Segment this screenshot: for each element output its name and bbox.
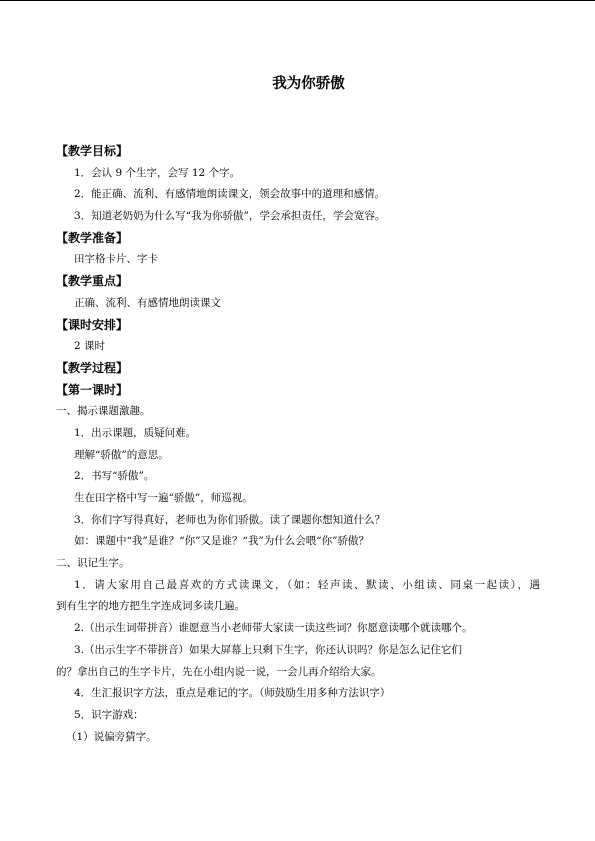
section-heading-objectives: 【教学目标】 (56, 144, 129, 158)
paragraph-line: 的？拿出自己的生字卡片，先在小组内说一说，一会儿再介绍给大家。 (56, 665, 382, 678)
paragraph-line: 1．出示课题，质疑问难。 (74, 426, 197, 439)
paragraph-line: 生在田字格中写一遍“骄傲”，师巡视。 (74, 492, 253, 504)
paragraph-line: 2.（出示生词带拼音）谁愿意当小老师带大家读一读这些词？你愿意读哪个就读哪个。 (74, 622, 473, 635)
paragraph-line: 一、揭示课题激趣。 (56, 405, 151, 418)
paragraph-line: 3．你们字写得真好，老师也为你们骄傲。读了课题你想知道什么？ (74, 513, 386, 526)
paragraph-line: 2．能正确、流利、有感情地朗读课文，领会故事中的道理和感情。 (74, 188, 386, 201)
paragraph-line: 二、识记生字。 (56, 557, 130, 570)
paragraph-line: 1．请大家用自己最喜欢的方式读课文，（如：轻声读、默读、小组读、同桌一起读），遇 (74, 578, 540, 591)
document-body (56, 141, 540, 748)
paragraph-line: 如：课题中“我”是谁？“你”又是谁？“我”为什么会喂“你”骄傲？ (74, 535, 369, 548)
paragraph-line: 3．知道老奶奶为什么写“我为你骄傲”，学会承担责任，学会宽容。 (74, 210, 386, 223)
paragraph-line: 理解“骄傲”的意思。 (74, 448, 169, 461)
paragraph-line: 1．会认 9 个生字，会写 12 个字。 (74, 166, 241, 179)
section-heading-process: 【教学过程】 (56, 360, 129, 375)
paragraph-line: 到有生字的地方把生字连成词多读几遍。 (56, 600, 245, 613)
section-heading-preparation: 【教学准备】 (56, 230, 129, 245)
paragraph-line: 2．书写“骄傲”。 (74, 470, 155, 483)
paragraph-line: 4．生汇报识字方法，重点是难记的字。（师鼓励生用多种方法识字） (74, 687, 391, 700)
paragraph-line: 田字格卡片、字卡 (74, 253, 158, 266)
document-title: 我为你骄傲 (272, 76, 345, 92)
section-heading-first-lesson: 【第一课时】 (56, 382, 129, 397)
section-heading-key-points: 【教学重点】 (56, 274, 129, 289)
paragraph-line: 3.（出示生字不带拼音）如果大屏幕上只剩下生字，你还认识吗？你是怎么记住它们 (74, 643, 463, 656)
paragraph-line: （1）说偏旁猜字。 (66, 730, 157, 743)
paragraph-line: 正确、流利、有感情地朗读课文 (74, 296, 221, 309)
section-heading-schedule: 【课时安排】 (56, 317, 129, 332)
paragraph-line: 5．识字游戏： (74, 708, 144, 721)
paragraph-line: 2 课时 (74, 340, 106, 353)
